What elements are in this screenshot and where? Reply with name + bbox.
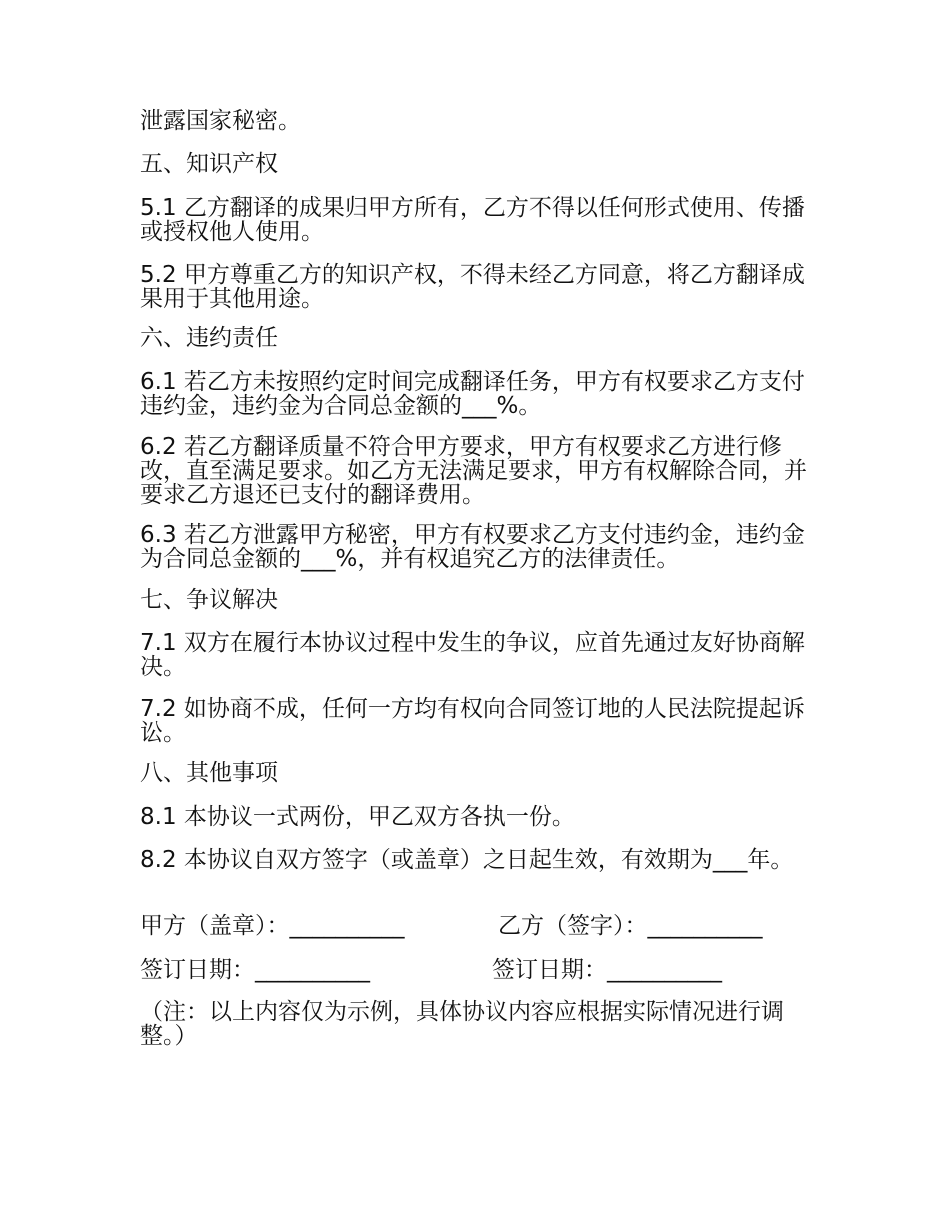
heading-dispute-resolution: 七、争议解决 bbox=[140, 587, 278, 613]
heading-breach-liability: 六、违约责任 bbox=[140, 325, 278, 351]
clause-7-1: 7.1 双方在履行本协议过程中发生的争议，应首先通过友好协商解决。 bbox=[140, 630, 805, 680]
party-b-sign-line: 乙方（签字）：__________ bbox=[498, 913, 763, 939]
clause-6-2: 6.2 若乙方翻译质量不符合甲方要求，甲方有权要求乙方进行修改，直至满足要求。如乙方无法满足要求，甲方有权解除合同，并要求乙方退还已支付的翻译费用。 bbox=[140, 434, 807, 508]
clause-7-2: 7.2 如协商不成，任何一方均有权向合同签订地的人民法院提起诉讼。 bbox=[140, 696, 805, 746]
clause-5-1: 5.1 乙方翻译的成果归甲方所有，乙方不得以任何形式使用、传播或授权他人使用。 bbox=[140, 195, 805, 245]
clause-8-2: 8.2 本协议自双方签字（或盖章）之日起生效，有效期为___年。 bbox=[140, 847, 794, 873]
heading-intellectual-property: 五、知识产权 bbox=[140, 151, 278, 177]
party-b-date-line: 签订日期：__________ bbox=[492, 957, 722, 983]
clause-5-2: 5.2 甲方尊重乙方的知识产权，不得未经乙方同意，将乙方翻译成果用于其他用途。 bbox=[140, 262, 805, 312]
party-a-date-line: 签订日期：__________ bbox=[140, 957, 370, 983]
heading-other-matters: 八、其他事项 bbox=[140, 760, 278, 786]
clause-6-3: 6.3 若乙方泄露甲方秘密，甲方有权要求乙方支付违约金，违约金为合同总金额的___%，并有权追究乙方的法律责任。 bbox=[140, 522, 805, 572]
paragraph-leak-state-secrets: 泄露国家秘密。 bbox=[140, 108, 301, 134]
clause-6-1: 6.1 若乙方未按照约定时间完成翻译任务，甲方有权要求乙方支付违约金，违约金为合同总金额的___%。 bbox=[140, 369, 805, 419]
note-paragraph: （注：以上内容仅为示例，具体协议内容应根据实际情况进行调整。） bbox=[140, 999, 784, 1049]
party-a-seal-line: 甲方（盖章）：__________ bbox=[140, 913, 405, 939]
clause-8-1: 8.1 本协议一式两份，甲乙双方各执一份。 bbox=[140, 804, 575, 830]
